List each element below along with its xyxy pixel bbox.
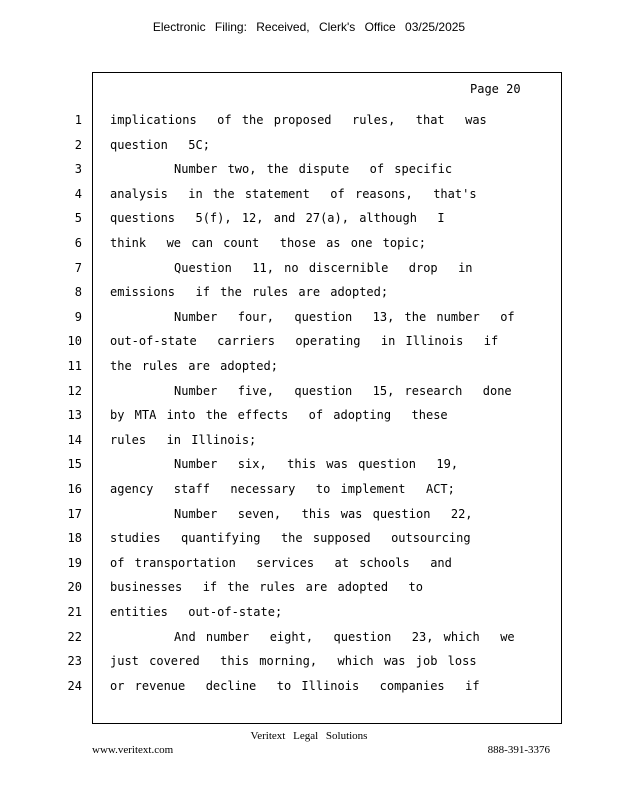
transcript-line: rules in Illinois; — [110, 432, 257, 447]
transcript-line: the rules are adopted; — [110, 359, 278, 373]
transcript-line: out-of-state carriers operating in Illinois if — [110, 334, 499, 349]
footer-website: www.veritext.com — [92, 744, 174, 756]
line-number: 10 — [67, 334, 82, 349]
line-number: 2 — [74, 137, 82, 152]
transcript-line: emissions if the rules are adopted; — [110, 285, 389, 300]
transcript-line: Number seven, this was question 22, — [174, 506, 473, 521]
transcript-line: agency staff necessary to implement ACT; — [110, 482, 455, 496]
transcript-line: or revenue decline to Illinois companies if — [110, 678, 480, 693]
transcript-line: Question 11, no discernible drop in — [174, 260, 473, 275]
transcript-line: question 5C; — [110, 137, 210, 152]
line-number: 11 — [67, 359, 82, 373]
transcript-line: And number eight, question 23, which we — [174, 629, 515, 644]
line-number: 3 — [74, 162, 82, 177]
page-number: Page 20 — [470, 82, 521, 96]
footer-phone: 888-391-3376 — [487, 744, 550, 756]
line-number: 21 — [67, 605, 82, 619]
line-number: 19 — [67, 555, 82, 570]
line-number: 23 — [67, 654, 82, 669]
transcript-line: implications of the proposed rules, that was — [110, 113, 487, 127]
transcript-line: by MTA into the effects of adopting these — [110, 408, 448, 423]
line-number: 5 — [74, 211, 82, 226]
transcript-line: Number two, the dispute of specific — [174, 162, 453, 177]
line-number: 14 — [67, 432, 82, 447]
line-number: 9 — [74, 309, 82, 324]
line-number: 18 — [67, 531, 82, 546]
line-number: 13 — [67, 408, 82, 423]
line-number: 15 — [67, 457, 82, 472]
transcript-line: studies quantifying the supposed outsourcing — [110, 531, 471, 546]
line-number: 17 — [67, 506, 82, 521]
line-number: 6 — [74, 236, 82, 250]
transcript-line: Number six, this was question 19, — [174, 457, 459, 472]
line-number: 20 — [67, 580, 82, 595]
transcript-line: Number five, question 15, research done — [174, 383, 512, 398]
transcript-line: Number four, question 13, the number of — [174, 309, 515, 324]
line-number: 7 — [74, 260, 82, 275]
line-number: 8 — [74, 285, 82, 300]
line-number: 24 — [67, 678, 82, 693]
transcript-line: of transportation services at schools and — [110, 555, 452, 570]
transcript-line: analysis in the statement of reasons, that's — [110, 186, 477, 201]
line-number: 4 — [74, 186, 82, 201]
transcript-line: think we can count those as one topic; — [110, 236, 426, 250]
transcript-line: businesses if the rules are adopted to — [110, 580, 423, 595]
line-number: 12 — [67, 383, 82, 398]
transcript-line: questions 5(f), 12, and 27(a), although I — [110, 211, 445, 226]
filing-stamp: Electronic Filing: Received, Clerk's Office 03/25/2025 — [152, 20, 466, 34]
line-number: 16 — [67, 482, 82, 496]
line-number: 1 — [74, 113, 82, 127]
footer-company: Veritext Legal Solutions — [250, 730, 368, 742]
line-number: 22 — [67, 629, 82, 644]
transcript-line: just covered this morning, which was job loss — [110, 654, 477, 669]
transcript-line: entities out-of-state; — [110, 605, 283, 619]
